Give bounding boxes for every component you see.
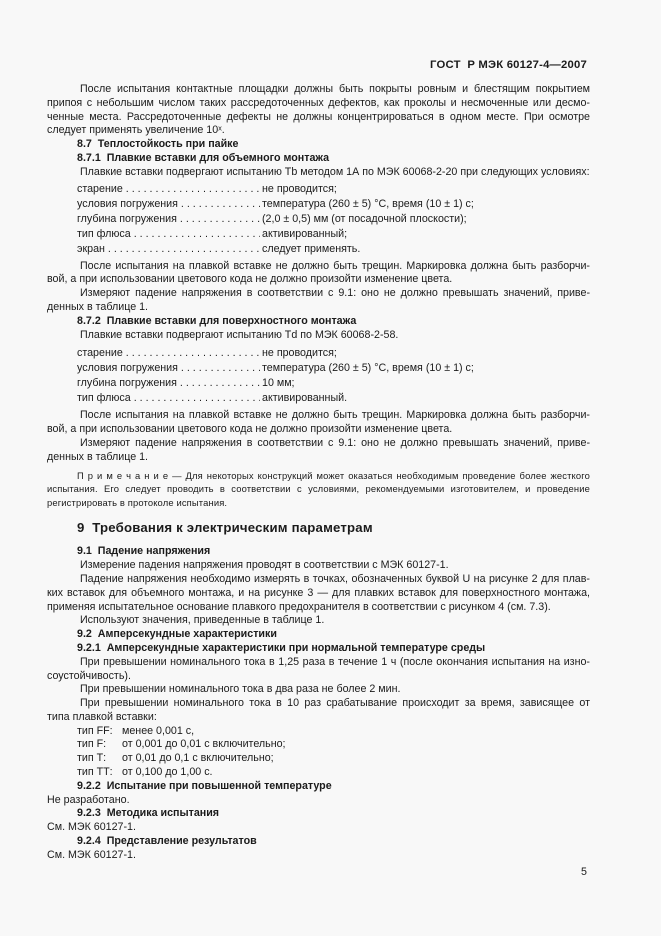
paragraph: [47, 166, 590, 180]
condition-value: температура (260 ± 5) °С, время (10 ± 1) с;: [262, 362, 474, 375]
paragraph: [47, 409, 590, 437]
text-line: регистрировать в протоколе испытания.: [47, 496, 228, 508]
paragraph: [47, 329, 590, 343]
text-line: При превышении номинального тока в два раза не более 2 мин.: [80, 683, 401, 696]
condition-value: активированный.: [262, 392, 348, 405]
dotted-leader-row: [77, 242, 590, 257]
dotted-leader-row: [77, 182, 590, 197]
paragraph: [47, 683, 590, 697]
condition-label: глубина погружения . . .: [77, 212, 260, 227]
text-line: Измеряют падение напряжения в соответствии с 9.1: оно не должно превышать значений, приве-: [80, 436, 590, 449]
text-line: Используют значения, приведенные в таблице 1.: [80, 614, 325, 627]
fuse-type-value: менее 0,001 с,: [122, 724, 195, 737]
paragraph: [47, 260, 590, 288]
text-line: П р и м е ч а н и е — Для некоторых конструкций может оказаться необходимым проведение более жесткого: [77, 469, 590, 481]
fuse-type-label: тип Т:: [77, 752, 107, 765]
condition-value: 10 мм;: [262, 377, 295, 390]
text-line: денных в таблице 1.: [47, 300, 149, 313]
text-line: испытания. Его следует проводить в соответствии с условиями, рекомендуемыми изготовителем, и проведение: [47, 483, 590, 495]
dotted-condition-list: [47, 182, 590, 257]
text-line: ченные места. Рассредоточенные дефекты не должны концентрироваться в одном месте. При осмотре: [47, 110, 590, 123]
condition-label: экран . . .: [77, 242, 260, 257]
fuse-type-row: [77, 725, 590, 739]
dotted-leader-row: [77, 391, 590, 406]
text-line: следует применять увеличение 10ˣ.: [47, 124, 225, 137]
paragraph: [47, 794, 590, 808]
dotted-leader-row: [77, 346, 590, 361]
fuse-type-label: тип FF:: [77, 724, 113, 737]
fuse-type-label: тип F:: [77, 738, 107, 751]
fuse-type-row: [77, 738, 590, 752]
subsection-heading: 9.2.2 Испытание при повышенной температуре: [77, 779, 332, 792]
text-line: соустойчивость).: [47, 669, 131, 682]
paragraph: [47, 656, 590, 684]
subsection-heading: 9.2 Амперсекундные характеристики: [77, 628, 277, 641]
text-line: типа плавкой вставки:: [47, 710, 157, 723]
paragraph: [47, 573, 590, 614]
condition-label: тип флюса . . .: [77, 227, 260, 242]
subsection-heading: 9.2.4 Представление результатов: [77, 835, 257, 848]
subsection-heading: 8.7 Теплостойкость при пайке: [77, 138, 239, 151]
condition-value: не проводится;: [262, 182, 337, 195]
section-title: 9 Требования к электрическим параметрам: [77, 520, 373, 536]
text-line: Не разработано.: [47, 793, 130, 806]
subsection-heading: 9.2.1 Амперсекундные характеристики при нормальной температуре среды: [77, 641, 486, 654]
text-line: См. МЭК 60127-1.: [47, 821, 136, 834]
dotted-leader-row: [77, 376, 590, 391]
condition-label: тип флюса . . .: [77, 391, 260, 406]
fuse-type-row: [77, 766, 590, 780]
text-line: ких вставок для объемного монтажа, и на рисунке 3 — для плавких вставок для поверхностного монтажа,: [47, 586, 590, 599]
condition-value: (2,0 ± 0,5) мм (от посадочной плоскости);: [262, 212, 467, 225]
paragraph: [47, 697, 590, 725]
text-line: применяя испытательное основание плавкого предохранителя в соответствии с рисунком 4 (см. 7.3).: [47, 600, 551, 613]
text-line: вой, а при использовании цветового кода не должно произойти изменение цвета.: [47, 273, 453, 286]
subsection-heading: 9.2.3 Методика испытания: [77, 807, 220, 820]
fuse-type-label: тип ТТ:: [77, 766, 113, 779]
standard-number-header: ГОСТ Р МЭК 60127-4—2007: [430, 59, 587, 71]
spacer: [47, 72, 590, 83]
condition-value: активированный;: [262, 227, 348, 240]
dotted-condition-list: [47, 346, 590, 406]
text-line: Плавкие вставки подвергают испытанию Tb методом 1А по МЭК 60068-2-20 при следующих условиях:: [80, 165, 590, 178]
condition-label: старение . . .: [77, 346, 260, 361]
subsection-heading: 9.1 Падение напряжения: [77, 545, 211, 558]
fuse-type-value: от 0,100 до 1,00 с.: [122, 766, 213, 779]
text-line: После испытания на плавкой вставке не должно быть трещин. Маркировка должна быть разборчи-: [80, 409, 590, 422]
paragraph: [47, 559, 590, 573]
condition-label: условия погружения . . .: [77, 361, 260, 376]
text-line: После испытания контактные площадки должны быть покрыты ровным и блестящим покрытием: [80, 83, 590, 95]
note-block: [47, 469, 590, 510]
text-line: Измеряют падение напряжения в соответствии с 9.1: оно не должно превышать значений, приве-: [80, 287, 590, 300]
text-line: См. МЭК 60127-1.: [47, 848, 136, 861]
paragraph: [47, 287, 590, 315]
paragraph: [47, 437, 590, 465]
condition-value: температура (260 ± 5) °С, время (10 ± 1) с;: [262, 197, 474, 210]
dotted-leader-row: [77, 227, 590, 242]
text-line: При превышении номинального тока в 10 раз срабатывание происходит за время, зависящее от: [80, 697, 590, 710]
condition-value: следует применять.: [262, 242, 361, 255]
paragraph: [47, 83, 590, 138]
fuse-type-value: от 0,01 до 0,1 с включительно;: [122, 752, 274, 765]
text-line: Измерение падения напряжения проводят в соответствии с МЭК 60127-1.: [80, 559, 449, 572]
dotted-leader-row: [77, 361, 590, 376]
text-line: Падение напряжения необходимо измерять в точках, обозначенных буквой U на рисунке 2 для плав-: [80, 572, 590, 585]
dotted-leader-row: [77, 212, 590, 227]
fuse-type-value: от 0,001 до 0,01 с включительно;: [122, 738, 286, 751]
document-body: [47, 72, 590, 863]
text-line: припоя с небольшим числом таких рассредоточенных дефектов, как проколы и несмоченные или десмо-: [47, 96, 590, 109]
subsection-heading: 8.7.2 Плавкие вставки для поверхностного монтажа: [77, 314, 357, 327]
paragraph: [47, 821, 590, 835]
condition-label: условия погружения . . .: [77, 197, 260, 212]
condition-value: не проводится;: [262, 347, 337, 360]
subsection-heading: 8.7.1 Плавкие вставки для объемного монтажа: [77, 151, 330, 164]
text-line: денных в таблице 1.: [47, 450, 149, 463]
text-line: После испытания на плавкой вставке не должно быть трещин. Маркировка должна быть разборчи-: [80, 259, 590, 272]
page-number: 5: [581, 865, 587, 878]
fuse-type-row: [77, 752, 590, 766]
fuse-type-list: [47, 725, 590, 780]
dotted-leader-row: [77, 197, 590, 212]
paragraph: [47, 614, 590, 628]
paragraph: [47, 849, 590, 863]
text-line: При превышении номинального тока в 1,25 раза в течение 1 ч (после окончания испытания на изно-: [80, 655, 590, 668]
text-line: вой, а при использовании цветового кода не должно произойти изменение цвета.: [47, 423, 453, 436]
condition-label: глубина погружения . . .: [77, 376, 260, 391]
condition-label: старение . . .: [77, 182, 260, 197]
text-line: Плавкие вставки подвергают испытанию Td по МЭК 60068-2-58.: [80, 328, 399, 341]
